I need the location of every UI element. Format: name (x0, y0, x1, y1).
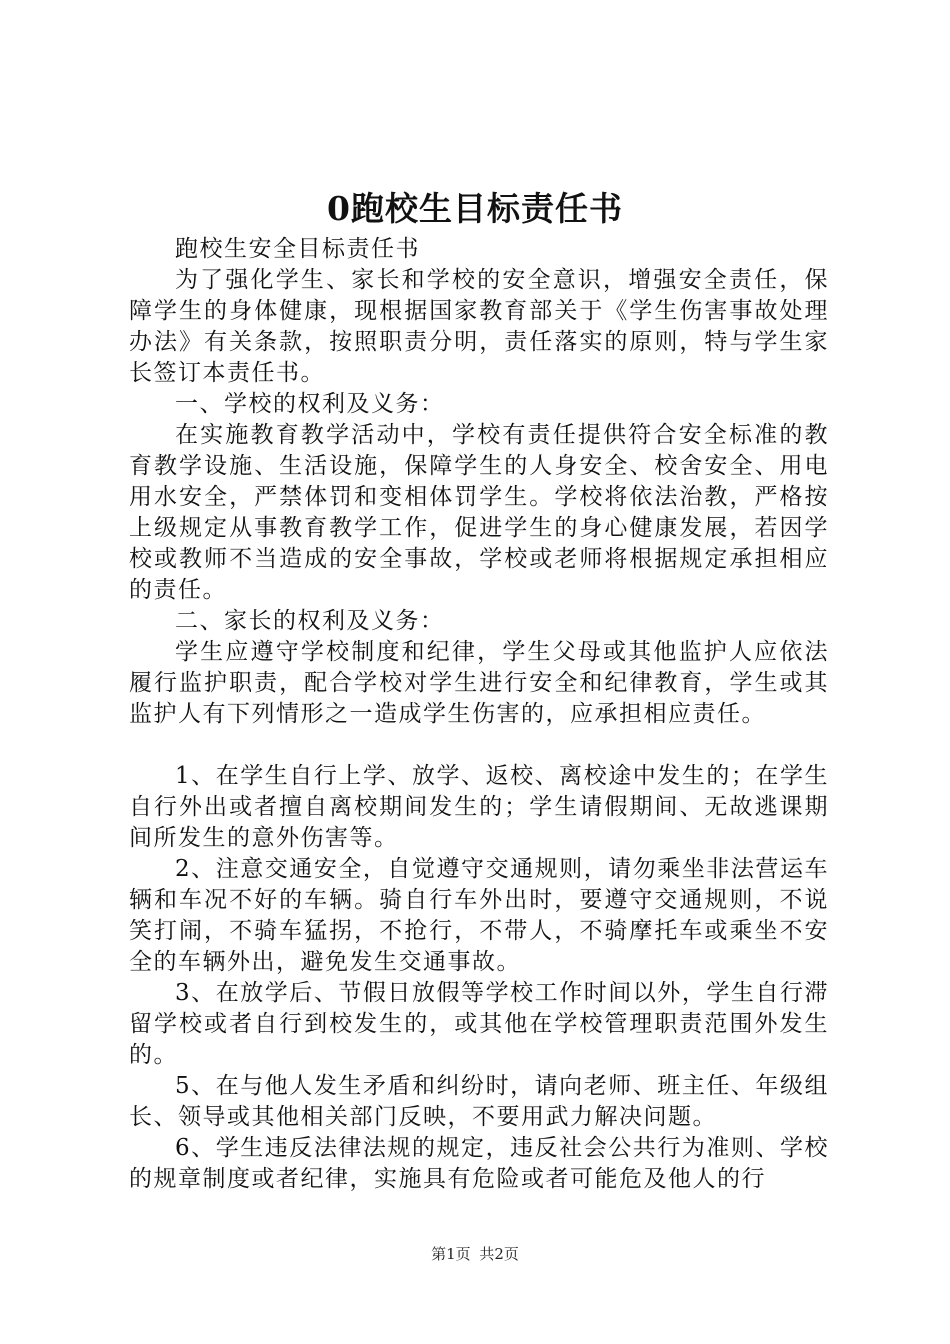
paragraph-parent-duties: 学生应遵守学校制度和纪律，学生父母或其他监护人应依法履行监护职责，配合学校对学生进行安全和纪律教育，学生或其监护人有下列情形之一造成学生伤害的，应承担相应责任。 (129, 639, 829, 727)
page-footer (0, 1244, 950, 1264)
list-item-6: 6、学生违反法律法规的规定，违反社会公共行为准则、学校的规章制度或者纪律，实施具有危险或者可能危及他人的行 (129, 1135, 829, 1192)
section-heading-school: 一、学校的权利及义务： (175, 391, 445, 417)
section-heading-parents: 二、家长的权利及义务： (175, 608, 445, 634)
list-item-5: 5、在与他人发生矛盾和纠纷时，请向老师、班主任、年级组长、领导或其他相关部门反映，不要用武力解决问题。 (129, 1073, 829, 1130)
paragraph-spacer (129, 730, 829, 761)
paragraph-intro: 为了强化学生、家长和学校的安全意识，增强安全责任，保障学生的身体健康，现根据国家教育部关于《学生伤害事故处理办法》有关条款，按照职责分明，责任落实的原则，特与学生家长签订本责任书。 (129, 267, 829, 386)
list-item-1: 1、在学生自行上学、放学、返校、离校途中发生的；在学生自行外出或者擅自离校期间发生的；学生请假期间、无故逃课期间所发生的意外伤害等。 (129, 763, 829, 851)
page-number: 第1页 (431, 1245, 471, 1263)
list-item-2: 2、注意交通安全，自觉遵守交通规则，请勿乘坐非法营运车辆和车况不好的车辆。骑自行车外出时，要遵守交通规则，不说笑打闹，不骑车猛拐，不抢行，不带人，不骑摩托车或乘坐不安全的车辆外出，避免发生交通事故。 (129, 856, 829, 975)
paragraph-school-duties: 在实施教育教学活动中，学校有责任提供符合安全标准的教育教学设施、生活设施，保障学生的人身安全、校舍安全、用电用水安全，严禁体罚和变相体罚学生。学校将依法治教，严格按上级规定从事教育教学工作，促进学生的身心健康发展，若因学校或教师不当造成的安全事故，学校或老师将根据规定承担相应的责任。 (129, 422, 829, 603)
page-total: 共2页 (479, 1245, 519, 1263)
document-body (129, 234, 829, 1195)
list-item-3: 3、在放学后、节假日放假等学校工作时间以外，学生自行滞留学校或者自行到校发生的，或其他在学校管理职责范围外发生的。 (129, 980, 829, 1068)
document-title: 0跑校生目标责任书 (327, 189, 623, 228)
paragraph-subtitle: 跑校生安全目标责任书 (175, 236, 420, 262)
